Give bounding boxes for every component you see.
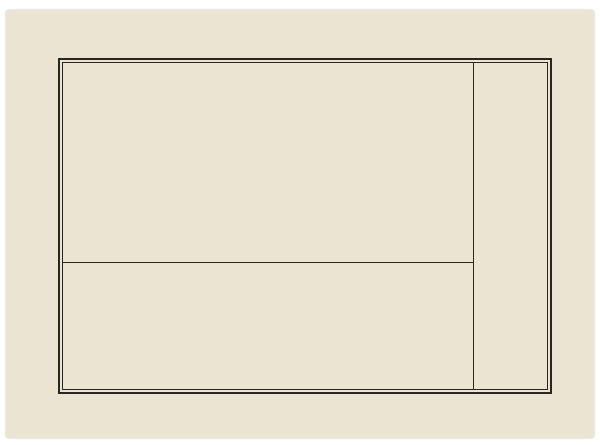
middle-divider — [62, 262, 473, 263]
header-divider — [473, 62, 474, 390]
contents-list — [280, 70, 470, 260]
catalogue-list — [120, 70, 270, 260]
